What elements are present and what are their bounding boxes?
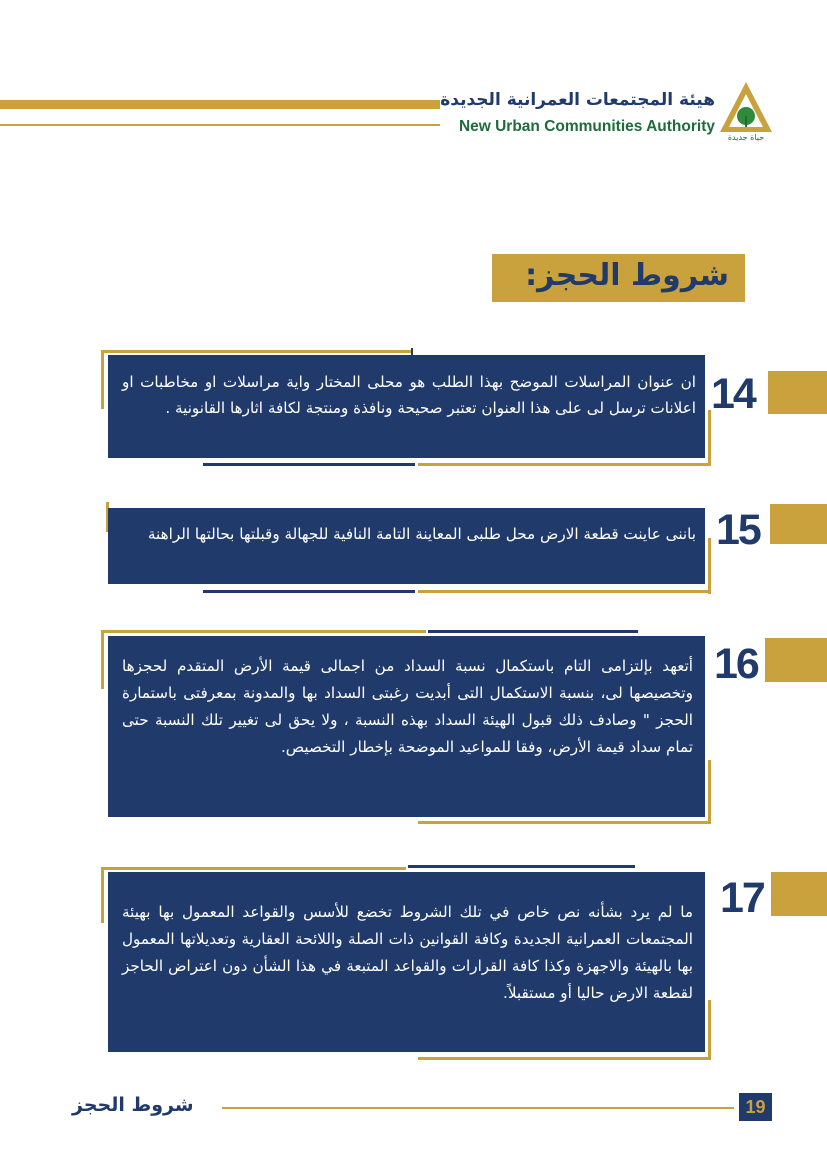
frame-line xyxy=(101,630,104,689)
frame-line xyxy=(203,463,415,466)
frame-line xyxy=(101,630,426,633)
frame-line xyxy=(428,630,638,633)
frame-line xyxy=(418,463,711,466)
item-card-14 xyxy=(108,355,705,458)
item-card-16 xyxy=(108,636,705,817)
number-tab xyxy=(765,638,827,682)
header-accent-line xyxy=(0,124,440,126)
page-number: 19 xyxy=(739,1093,772,1121)
item-number-14: 14 xyxy=(711,370,755,418)
item-number-16: 16 xyxy=(714,640,758,688)
frame-line xyxy=(418,821,711,824)
number-tab xyxy=(771,872,827,916)
header-accent-bar xyxy=(0,100,440,109)
frame-line xyxy=(101,867,406,870)
frame-line xyxy=(203,590,415,593)
frame-line xyxy=(418,590,711,593)
item-card-17 xyxy=(108,872,705,1052)
frame-line xyxy=(408,865,635,868)
org-name-english: New Urban Communities Authority xyxy=(458,118,715,135)
frame-line xyxy=(101,350,104,409)
frame-line xyxy=(101,867,104,923)
item-text-17: ما لم يرد بشأنه نص خاص في تلك الشروط تخضع للأسس والقواعد المعمول بها بهيئة المجتمعات العمرانية الجديدة وكافة القوانين ذات الصلة واللائحة العقارية وتعديلاتها المعمول بها بالهيئة والاجهزة وكذا كافة القرارات والقواعد المتبعة في هذا الشأن دون اعتراض الحاجز لقطعة الارض حاليا أو مستقبلاً. xyxy=(122,903,693,1002)
item-text-15: باننى عاينت قطعة الارض محل طلبى المعاينة التامة النافية للجهالة وقبلتها بحالتها الراهنة xyxy=(147,525,696,543)
frame-line xyxy=(708,760,711,824)
item-card-15 xyxy=(108,508,705,584)
frame-line xyxy=(418,1057,711,1060)
item-text-16: أتعهد بإلتزامى التام باستكمال نسبة السداد من اجمالى قيمة الأرض المتقدم لحجزها وتخصيصها لى، بنسبة الاستكمال التى أبديت رغبتى السداد بها والمدونة بمعرفتى باستمارة الحجز " وصادف ذلك قبول الهيئة السداد بهذه النسبة ، ولا يحق لى تغيير تلك النسبة حتى تمام سداد قيمة الأرض، وفقا للمواعيد الموضحة بإخطار التخصيص. xyxy=(122,657,693,756)
number-tab xyxy=(768,371,827,414)
section-title: شروط الحجز: xyxy=(525,258,729,293)
frame-line xyxy=(708,1000,711,1060)
section-title-box xyxy=(492,254,745,302)
org-name-arabic: هيئة المجتمعات العمرانية الجديدة xyxy=(440,90,715,110)
item-number-17: 17 xyxy=(720,874,764,922)
nuca-logo-icon xyxy=(718,80,774,142)
item-number-15: 15 xyxy=(716,506,760,554)
frame-line xyxy=(411,348,413,355)
logo-caption: حياة جديدة xyxy=(727,133,765,142)
number-tab xyxy=(770,504,827,544)
footer-title: شروط الحجز xyxy=(72,1094,194,1116)
frame-line xyxy=(101,350,411,353)
footer-line xyxy=(222,1107,734,1109)
item-text-14: ان عنوان المراسلات الموضح بهذا الطلب هو محلى المختار واية مراسلات او مخاطبات او اعلانات ترسل لى على هذا العنوان تعتبر صحيحة ونافذة ومنتجة لكافة اثارها القانونية . xyxy=(122,373,696,417)
frame-line xyxy=(708,538,711,594)
